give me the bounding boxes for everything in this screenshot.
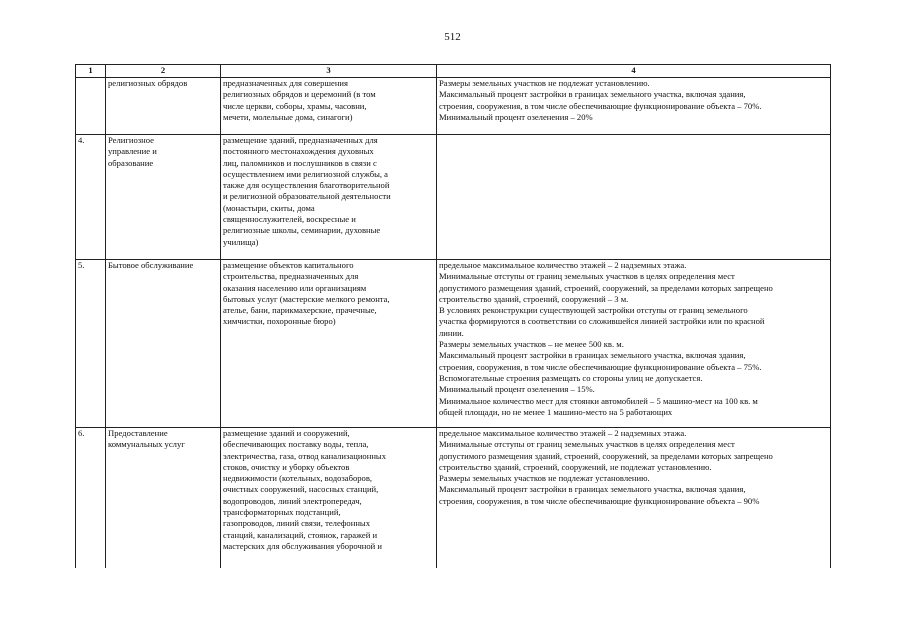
use-description-cell	[221, 135, 437, 260]
page-number: 512	[444, 31, 461, 43]
cell-text-line: Предоставление	[108, 428, 168, 438]
cell-text-line: станций, канализаций, стоянок, гаражей и	[223, 529, 378, 540]
cell-text-line: строительства, предназначенных для	[223, 271, 359, 282]
row-number-cell: 4.	[76, 135, 106, 260]
row-number-cell	[76, 78, 106, 135]
table-row	[76, 428, 831, 569]
cell-text-line: образование	[108, 157, 154, 168]
header-col-2: 2	[106, 65, 221, 78]
cell-text-line: Максимальный процент застройки в границах земельного участка, включая здания,	[439, 89, 746, 100]
parameters-cell	[437, 260, 831, 428]
cell-text-line: и религиозной образовательной деятельности	[223, 191, 391, 202]
cell-text-line: электричества, газа, отвод канализационных	[223, 450, 386, 461]
cell-text-line: училища)	[223, 236, 259, 247]
cell-text-line: постоянного местонахождения духовных	[223, 146, 374, 157]
cell-text-line: Минимальное количество мест для стоянки автомобилей – 5 машино-мест на 100 кв. м	[439, 395, 758, 406]
cell-text-line: ателье, бани, парикмахерские, прачечные,	[223, 305, 377, 316]
cell-text-line: строительство зданий, строений, сооружений, не подлежат установлению.	[439, 461, 712, 472]
cell-text-line: газопроводов, линий связи, телефонных	[223, 518, 370, 529]
header-col-3: 3	[221, 65, 437, 78]
use-description-cell	[221, 260, 437, 428]
row-number-cell: 6.	[76, 428, 106, 569]
cell-text-line: мечети, молельные дома, синагоги)	[223, 111, 353, 122]
table-row	[76, 78, 831, 135]
cell-text-line: химчистки, похоронные бюро)	[223, 316, 336, 327]
cell-text-line: допустимого размещения зданий, строений, сооружений, за пределами которых запрещено	[439, 282, 773, 293]
header-col-1: 1	[76, 65, 106, 78]
cell-text-line: предельное максимальное количество этажей – 2 надземных этажа.	[439, 428, 687, 438]
cell-text-line: управление и	[108, 146, 157, 157]
parameters-cell	[437, 135, 831, 260]
use-name-cell	[106, 78, 221, 135]
use-description-cell	[221, 428, 437, 569]
use-description-cell	[221, 78, 437, 135]
cell-text-line: линии.	[439, 327, 464, 338]
cell-text-line: (монастыри, скиты, дома	[223, 202, 315, 213]
cell-text-line: мастерских для обслуживания уборочной и	[223, 540, 383, 551]
cell-text-line: священнослужителей, воскресные и	[223, 214, 356, 225]
cell-text-line: религиозных обрядов и церемоний (в том	[223, 89, 376, 100]
cell-text-line: Вспомогательные строения размещать со стороны улиц не допускается.	[439, 372, 703, 383]
cell-text-line: осуществлением ими религиозной службы, а	[223, 168, 388, 179]
cell-text-line: размещение объектов капитального	[223, 260, 354, 270]
header-col-4: 4	[437, 65, 831, 78]
use-name-cell	[106, 260, 221, 428]
cell-text-line: Размеры земельных участков не подлежат установлению.	[439, 473, 650, 484]
row-number-cell: 5.	[76, 260, 106, 428]
cell-text-line: Минимальный процент озеленения – 20%	[439, 111, 593, 122]
use-name-cell	[106, 135, 221, 260]
cell-text-line: Максимальный процент застройки в границах земельного участка, включая здания,	[439, 484, 746, 495]
cell-text-line: бытовых услуг (мастерские мелкого ремонта,	[223, 293, 390, 304]
cell-text-line: религиозных обрядов	[108, 78, 188, 88]
cell-text-line: трансформаторных подстанций,	[223, 507, 341, 518]
cell-text-line: Минимальные отступы от границ земельных участков в целях определения мест	[439, 439, 735, 450]
cell-text-line: строения, сооружения, в том числе обеспечивающие функционирование объекта – 90%	[439, 495, 760, 506]
cell-text-line: участка формируются в соответствии со сложившейся линией застройки или по красной	[439, 316, 765, 327]
cell-text-line: коммунальных услуг	[108, 439, 185, 450]
cell-text-line: обеспечивающих поставку воды, тепла,	[223, 439, 369, 450]
regulations-table	[75, 64, 831, 568]
cell-text-line: Размеры земельных участков – не менее 500 кв. м.	[439, 339, 624, 350]
use-name-cell	[106, 428, 221, 569]
cell-text-line: Бытовое обслуживание	[108, 260, 194, 270]
cell-text-line: лиц, паломников и послушников в связи с	[223, 157, 377, 168]
cell-text-line: строения, сооружения, в том числе обеспечивающие функционирование объекта – 70%.	[439, 100, 762, 111]
cell-text-line: общей площади, но не менее 1 машино-место на 5 работающих	[439, 406, 673, 417]
cell-text-line: числе церкви, соборы, храмы, часовни,	[223, 100, 367, 111]
parameters-cell	[437, 428, 831, 569]
cell-text-line: стоков, очистку и уборку объектов	[223, 461, 350, 472]
cell-text-line: также для осуществления благотворительной	[223, 180, 390, 191]
cell-text-line: водопроводов, линий электропередач,	[223, 495, 362, 506]
cell-text-line: предельное максимальное количество этажей – 2 надземных этажа.	[439, 260, 687, 270]
cell-text-line: оказания населению или организациям	[223, 282, 367, 293]
cell-text-line: Религиозное	[108, 135, 154, 145]
cell-text-line: недвижимости (котельных, водозаборов,	[223, 473, 373, 484]
cell-text-line: Минимальный процент озеленения – 15%.	[439, 384, 595, 395]
cell-text-line: размещение зданий и сооружений,	[223, 428, 350, 438]
cell-text-line: предназначенных для совершения	[223, 78, 348, 88]
cell-text-line: Минимальные отступы от границ земельных участков в целях определения мест	[439, 271, 735, 282]
cell-text-line: Размеры земельных участков не подлежат установлению.	[439, 78, 650, 88]
cell-text-line: религиозные школы, семинарии, духовные	[223, 225, 381, 236]
parameters-cell	[437, 78, 831, 135]
cell-text-line: допустимого размещения зданий, строений, сооружений, за пределами которых запрещено	[439, 450, 773, 461]
table-row	[76, 260, 831, 428]
header-row	[76, 65, 831, 78]
cell-text-line: строения, сооружения, в том числе обеспечивающие функционирование объекта – 75%.	[439, 361, 762, 372]
cell-text-line: размещение зданий, предназначенных для	[223, 135, 378, 145]
cell-text-line: очистных сооружений, насосных станций,	[223, 484, 379, 495]
cell-text-line: Максимальный процент застройки в границах земельного участка, включая здания,	[439, 350, 746, 361]
cell-text-line: В условиях реконструкции существующей застройки отступы от границ земельного	[439, 305, 748, 316]
cell-text-line: строительство зданий, строений, сооружений – 3 м.	[439, 293, 629, 304]
table-row	[76, 135, 831, 260]
